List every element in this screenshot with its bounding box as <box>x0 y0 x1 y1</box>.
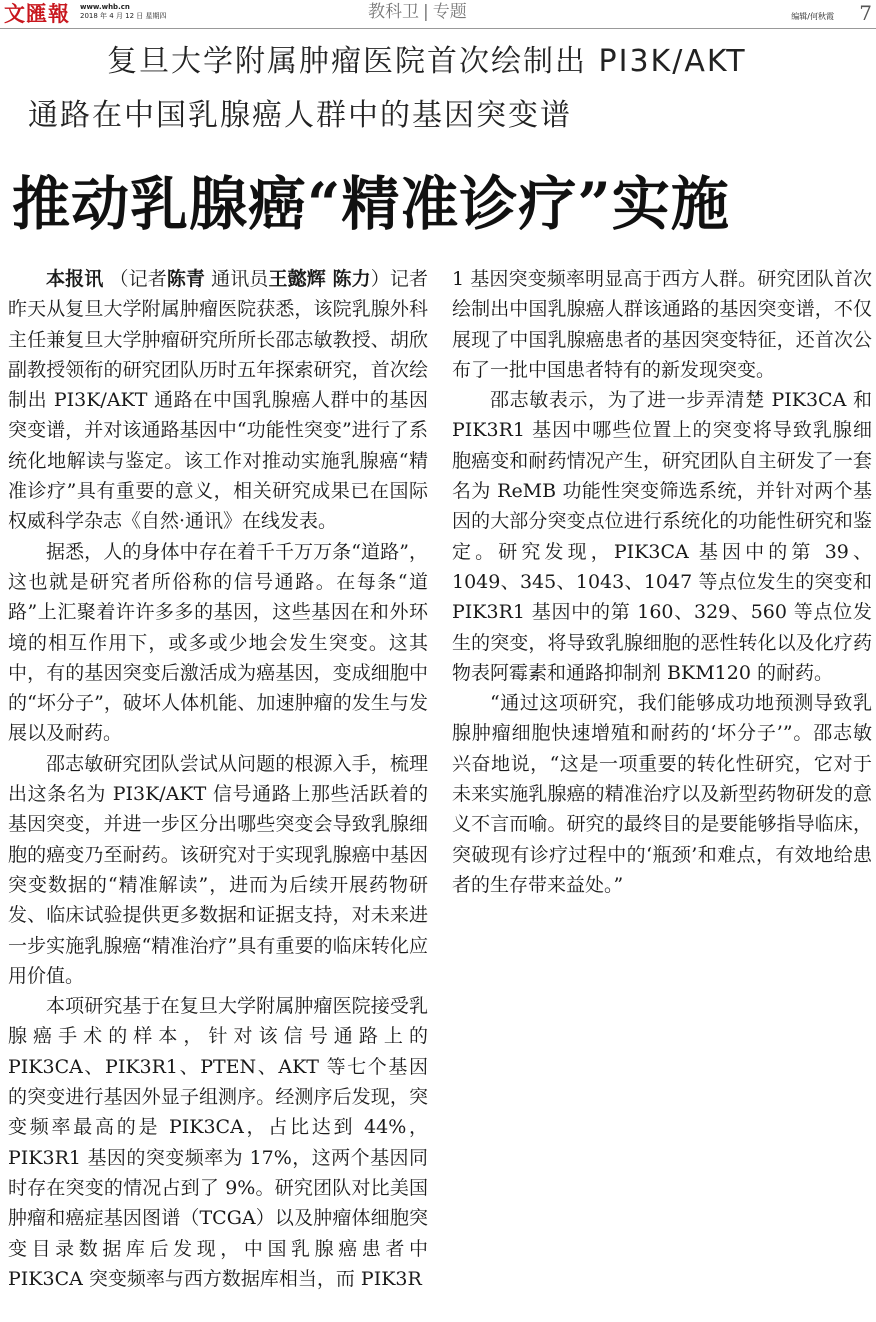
headline: 推动乳腺癌“精准诊疗”实施 <box>12 170 730 238</box>
editor-credit: 编辑/何秋霞 <box>791 12 834 21</box>
byline-lead: 本报讯 <box>46 268 104 290</box>
correspondent-names: 王懿辉 陈力 <box>268 268 371 290</box>
newspaper-logo: 文匯報 <box>4 1 70 26</box>
byline-mid: 通讯员 <box>205 268 269 290</box>
page-number: 7 <box>859 1 872 25</box>
paragraph-5: 邵志敏表示，为了进一步弄清楚 PIK3CA 和 PIK3R1 基因中哪些位置上的突变将导致乳腺细胞癌变和耐药情况产生，研究团队自主研发了一套名为 ReMB 功能性突变筛选系统，并针对两个基因的大部分突变点位进行系统化的功能性研究和鉴定。研究发现，PIK3CA 基因中的第 39、1049、345、1043、1047 等点位发生的突变和 PIK3R1 基因中的第 160、329、560 等点位发生的突变，将导致乳腺细胞的恶性转化以及化疗药物表阿霉素和通路抑制剂 BKM120 的耐药。 <box>452 389 872 684</box>
lead-text: ）记者昨天从复旦大学附属肿瘤医院获悉，该院乳腺外科主任兼复旦大学肿瘤研究所所长邵志敏教授、胡欣副教授领衔的研究团队历时五年探索研究，首次绘制出 PI3K/AKT 通路在中国乳腺癌人群中的基因突变谱，并对该通路基因中“功能性突变”进行了系统化地解读与鉴定。该工作对推动实施乳腺癌“精准诊疗”具有重要的意义，相关研究成果已在国际权威科学杂志《自然·通讯》在线发表。 <box>8 268 428 533</box>
lead-paragraph <box>8 264 428 537</box>
section-label <box>368 0 467 24</box>
article-column-left <box>8 264 428 1294</box>
issue-date: 2018 年 4 月 12 日 星期四 <box>80 12 167 20</box>
website[interactable]: www.whb.cn <box>80 3 130 11</box>
page-header <box>0 0 876 29</box>
section-subname: 专题 <box>432 2 467 22</box>
paragraph-2: 据悉，人的身体中存在着千千万万条“道路”，这也就是研究者所俗称的信号通路。在每条“道路”上汇聚着许许多多的基因，这些基因在和外环境的相互作用下，或多或少地会发生突变。这其中，有的基因突变后激活成为癌基因，变成细胞中的“坏分子”，破坏人体机能、加速肿瘤的发生与发展以及耐药。 <box>8 540 428 745</box>
paragraph-3: 邵志敏研究团队尝试从问题的根源入手，梳理出这条名为 PI3K/AKT 信号通路上那些活跃着的基因突变，并进一步区分出哪些突变会导致乳腺细胞的癌变乃至耐药。该研究对于实现乳腺癌中基因突变数据的“精准解读”，进而为后续开展药物研发、临床试验提供更多数据和证据支持，对未来进一步实施乳腺癌“精准治疗”具有重要的临床转化应用价值。 <box>8 752 428 987</box>
subtitle-line-1: 复旦大学附属肿瘤医院首次绘制出 PI3K/AKT <box>107 44 747 79</box>
subtitle-line-2: 通路在中国乳腺癌人群中的基因突变谱 <box>28 98 572 133</box>
reporter-name: 陈青 <box>166 268 206 290</box>
byline-open: （记者 <box>109 268 167 290</box>
article-column-right <box>452 264 872 900</box>
section-name: 教科卫 <box>368 2 419 22</box>
section-divider: | <box>423 2 429 22</box>
paragraph-4-continued: 1 基因突变频率明显高于西方人群。研究团队首次绘制出中国乳腺癌人群该通路的基因突变谱，不仅展现了中国乳腺癌患者的基因突变特征，还首次公布了一批中国患者特有的新发现突变。 <box>452 268 872 381</box>
paragraph-4: 本项研究基于在复旦大学附属肿瘤医院接受乳腺癌手术的样本，针对该信号通路上的 PIK3CA、PIK3R1、PTEN、AKT 等七个基因的突变进行基因外显子组测序。经测序后发现，突变频率最高的是 PIK3CA，占比达到 44%，PIK3R1 基因的突变频率为 17%，这两个基因同时存在突变的情况占到了 9%。研究团队对比美国肿瘤和癌症基因图谱（TCGA）以及肿瘤体细胞突变目录数据库后发现，中国乳腺癌患者中 PIK3CA 突变频率与西方数据库相当，而 PIK3R <box>8 995 428 1290</box>
header-info <box>80 3 167 21</box>
paragraph-6: “通过这项研究，我们能够成功地预测导致乳腺肿瘤细胞快速增殖和耐药的‘坏分子’”。邵志敏兴奋地说，“这是一项重要的转化性研究，它对于未来实施乳腺癌的精准治疗以及新型药物研发的意义不言而喻。研究的最终目的是要能够指导临床，突破现有诊疗过程中的‘瓶颈’和难点，有效地给患者的生存带来益处。” <box>452 692 872 896</box>
